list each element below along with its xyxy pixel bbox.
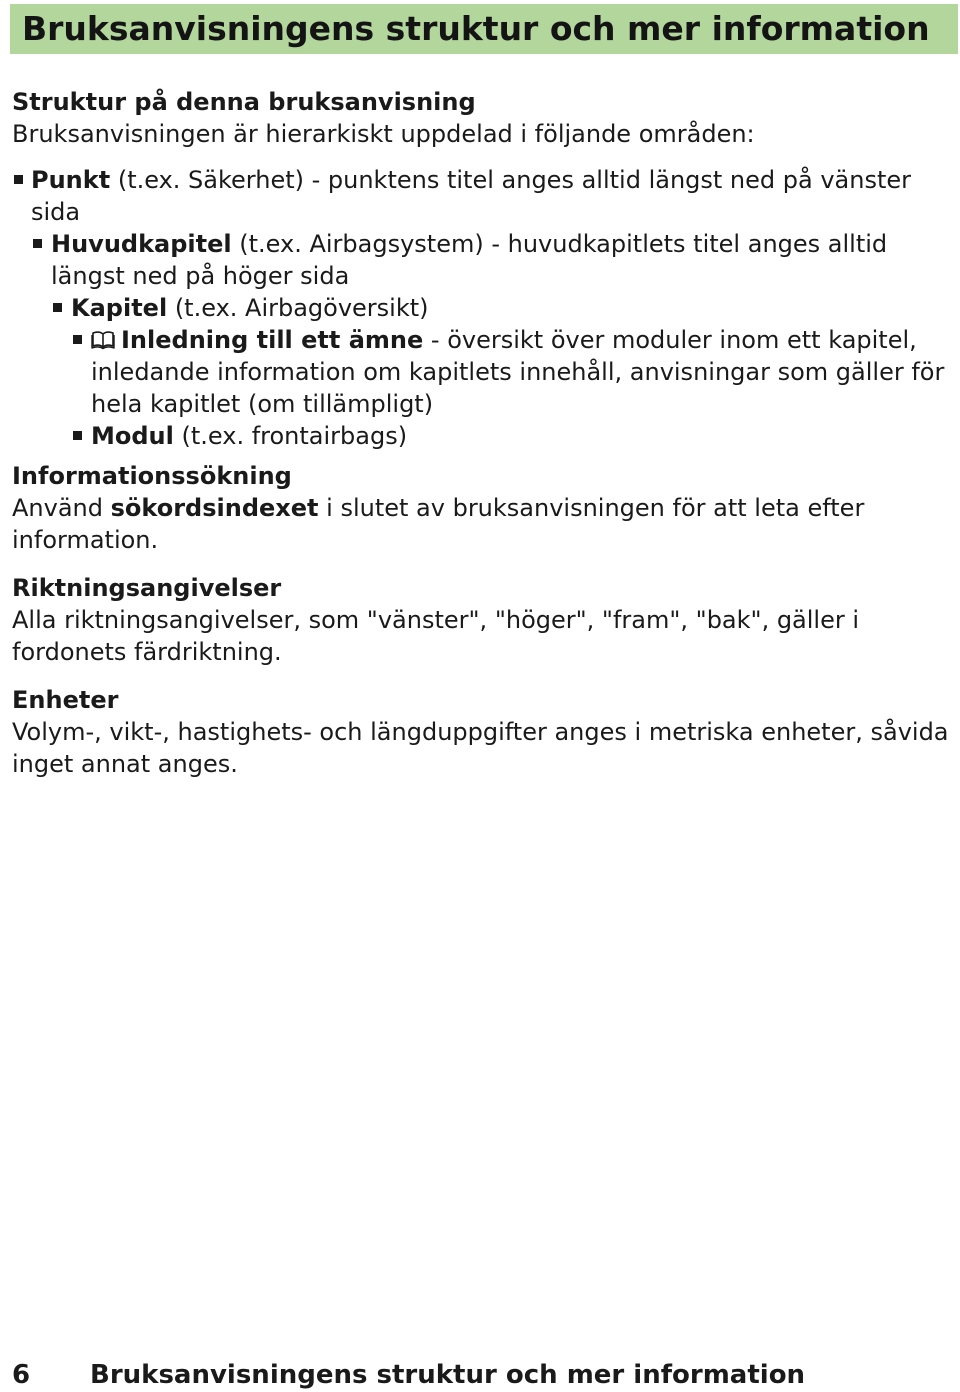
units-heading: Enheter [12,686,119,714]
item-text: (t.ex. Säkerhet) - punktens titel anges alltid längst ned på vänster sida [31,166,912,226]
units-text: Volym-, vikt-, hastighets- och längduppgifter anges i metriska enheter, såvida inget annat anges. [12,718,949,778]
search-index-term: sökordsindexet [110,494,319,522]
search-section [12,460,956,556]
list-item-inledning [12,324,956,420]
search-text-after: i slutet av bruksanvisningen för att leta efter information. [12,494,865,554]
structure-heading: Struktur på denna bruksanvisning [12,88,476,116]
directions-text: Alla riktningsangivelser, som "vänster", "höger", "fram", "bak", gäller i fordonets färdriktning. [12,606,860,666]
page-title-band [10,4,958,54]
directions-heading: Riktningsangivelser [12,574,282,602]
item-text: (t.ex. Airbagöversikt) [167,294,429,322]
item-bold: Kapitel [71,294,168,322]
structure-intro: Bruksanvisningen är hierarkiskt uppdelad i följande områden: [12,120,755,148]
page-number: 6 [12,1360,31,1390]
list-item-huvudkapitel [12,228,956,292]
item-text: (t.ex. frontairbags) [173,422,408,450]
item-bold: Inledning till ett ämne [121,326,424,354]
list-item-kapitel [12,292,956,324]
search-heading: Informationssökning [12,462,292,490]
item-text: - översikt över moduler inom ett kapitel, inledande information om kapitlets innehåll, anvisningar som gäller för hela kapitlet (om tillämpligt) [91,326,945,418]
item-text: (t.ex. Airbagsystem) - huvudkapitlets titel anges alltid längst ned på höger sida [51,230,888,290]
item-bold: Huvudkapitel [51,230,232,258]
page-footer [12,1358,805,1392]
units-section [12,684,956,780]
search-text-before: Använd [12,494,111,522]
hierarchy-list [12,164,956,452]
main-content [12,86,956,796]
list-item-punkt [12,164,956,228]
list-item-modul [12,420,956,452]
structure-section [12,86,956,452]
item-bold: Punkt [31,166,111,194]
book-icon [91,326,115,346]
page-title: Bruksanvisningens struktur och mer information [22,9,930,48]
directions-section [12,572,956,668]
item-bold: Modul [91,422,174,450]
search-text [12,492,956,556]
footer-title: Bruksanvisningens struktur och mer information [90,1360,806,1390]
